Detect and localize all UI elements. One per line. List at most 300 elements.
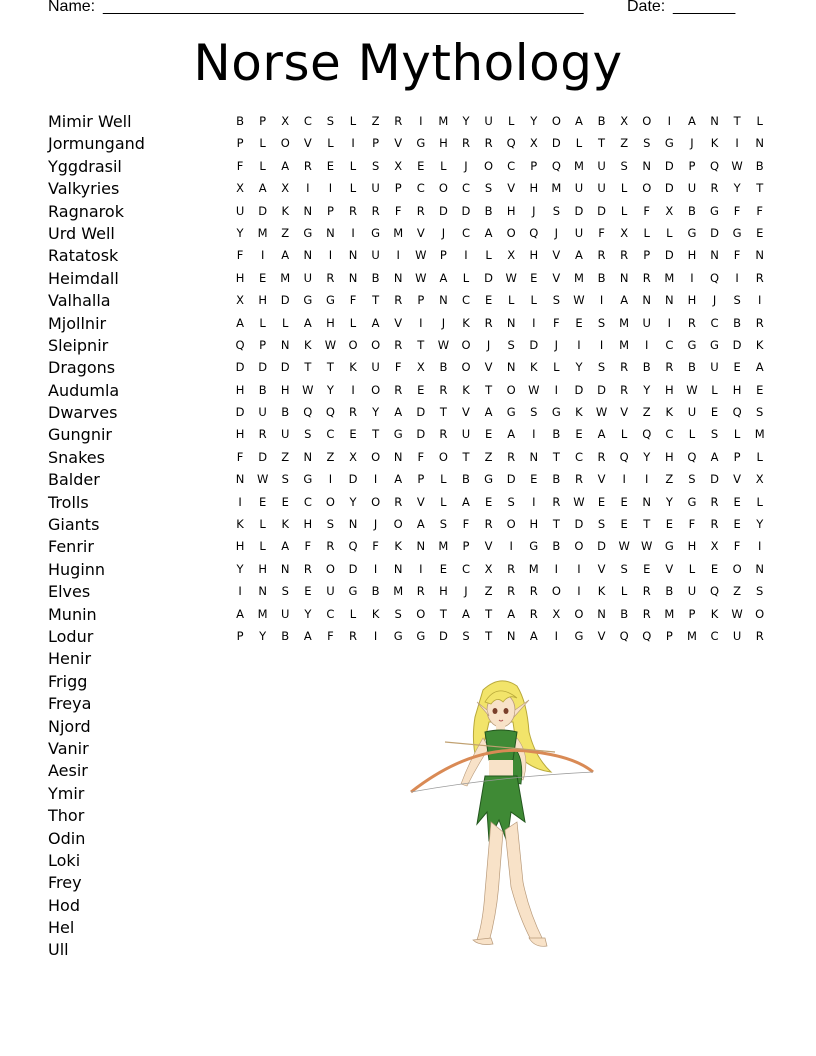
grid-letter: F [236,449,244,464]
grid-letter: E [417,158,425,173]
word-list-item: Valhalla [48,291,111,311]
grid-letter: W [437,337,450,352]
grid-letter: Y [236,561,245,576]
grid-letter: U [687,181,697,196]
grid-letter: E [733,494,742,509]
grid-letter: R [642,584,652,599]
grid-letter: J [554,337,559,352]
grid-letter: P [439,248,448,263]
word-list-item: Hel [48,918,75,938]
grid-letter: E [597,494,606,509]
grid-letter: N [280,337,291,352]
grid-letter: T [417,337,425,352]
grid-letter: N [303,248,313,263]
grid-letter: N [710,114,720,128]
grid-letter: S [620,158,629,173]
word-list-item: Munin [48,604,97,624]
grid-letter: O [438,449,449,464]
grid-letter: D [664,248,675,263]
grid-letter: P [236,628,245,643]
grid-letter: S [304,427,312,442]
grid-letter: R [416,203,426,218]
grid-letter: R [710,517,720,532]
grid-letter: L [688,561,696,576]
grid-letter: I [373,561,378,576]
grid-letter: N [416,539,426,554]
grid-letter: E [484,494,493,509]
grid-letter: Q [619,449,630,464]
grid-letter: R [597,248,607,263]
grid-letter: P [417,293,425,308]
letter-grid [229,110,771,647]
grid-letter: R [439,427,448,442]
grid-letter: B [597,114,606,128]
grid-letter: X [552,606,561,621]
grid-letter: Q [529,225,539,240]
grid-letter: M [280,270,291,285]
grid-letter: W [256,472,269,487]
grid-letter: P [417,472,425,487]
grid-letter: U [597,181,607,196]
grid-letter: I [622,472,627,487]
grid-letter: L [643,225,651,240]
grid-letter: P [643,248,651,263]
grid-letter: L [575,136,583,151]
grid-letter: Y [236,225,245,240]
grid-letter: M [619,315,630,330]
grid-letter: R [484,136,494,151]
grid-letter: P [665,628,674,643]
grid-letter: O [393,517,404,532]
grid-letter: F [349,293,357,308]
grid-letter: W [505,270,518,285]
grid-letter: H [258,293,268,308]
grid-letter: O [416,606,426,621]
grid-letter: B [665,584,674,599]
grid-letter: N [619,270,629,285]
grid-letter: O [642,114,652,128]
grid-letter: T [733,114,742,128]
grid-letter: E [259,494,267,509]
grid-letter: T [552,517,561,532]
grid-letter: J [464,584,469,599]
grid-letter: V [552,270,561,285]
grid-letter: O [371,337,381,352]
grid-letter: K [462,315,471,330]
grid-letter: X [507,248,516,263]
grid-letter: Q [325,405,336,420]
grid-letter: S [326,517,335,532]
grid-letter: K [575,405,584,420]
grid-letter: B [281,628,290,643]
grid-letter: R [710,181,720,196]
grid-letter: Y [575,360,583,375]
grid-letter: U [687,584,697,599]
grid-letter: B [687,203,697,218]
grid-letter: S [620,561,629,576]
grid-letter: E [326,158,335,173]
grid-letter: U [281,606,290,621]
grid-letter: D [461,203,471,218]
grid-letter: D [710,225,720,240]
grid-letter: L [620,203,628,218]
grid-letter: L [259,539,267,554]
grid-letter: U [642,315,652,330]
grid-letter: W [528,382,540,397]
grid-letter: N [506,315,516,330]
grid-letter: K [710,606,719,621]
grid-letter: H [326,315,336,330]
grid-letter: U [461,427,471,442]
grid-letter: M [528,561,540,576]
grid-letter: U [235,203,245,218]
grid-letter: A [507,606,516,621]
grid-letter: P [733,449,742,464]
grid-letter: P [688,606,696,621]
grid-letter: G [416,628,426,643]
grid-letter: I [645,472,649,487]
grid-letter: K [236,517,245,532]
grid-letter: L [507,114,515,128]
grid-letter: L [733,427,741,442]
grid-letter: F [304,539,312,554]
grid-letter: A [394,405,403,420]
grid-letter: V [394,315,403,330]
grid-letter: H [235,270,245,285]
grid-letter: I [351,136,356,151]
grid-letter: L [349,114,357,128]
grid-letter: D [597,203,607,218]
grid-letter: O [642,181,652,196]
grid-letter: R [371,203,381,218]
grid-letter: E [643,561,651,576]
grid-letter: Q [235,337,246,352]
grid-letter: J [441,315,446,330]
grid-letter: H [687,539,697,554]
grid-letter: A [687,114,697,128]
grid-letter: T [439,606,448,621]
grid-letter: R [416,584,426,599]
grid-letter: A [303,315,313,330]
grid-letter: G [687,337,697,352]
grid-letter: R [394,382,403,397]
grid-letter: N [439,293,449,308]
grid-letter: I [351,382,356,397]
grid-letter: R [552,494,561,509]
grid-letter: F [462,517,470,532]
grid-letter: R [665,360,674,375]
grid-letter: L [259,158,267,173]
grid-letter: S [688,472,697,487]
grid-letter: C [461,293,471,308]
grid-letter: D [710,472,720,487]
grid-letter: N [642,293,652,308]
grid-letter: P [326,203,335,218]
grid-letter: U [710,360,720,375]
word-list-item: Ull [48,940,69,960]
grid-letter: I [599,293,604,308]
grid-letter: P [236,136,245,151]
word-list-item: Gungnir [48,425,112,445]
grid-letter: L [688,427,696,442]
grid-letter: Q [642,628,652,643]
grid-letter: B [281,405,290,420]
grid-letter: R [258,427,268,442]
grid-letter: A [484,405,494,420]
grid-letter: I [419,114,423,128]
grid-letter: L [259,136,267,151]
grid-letter: N [326,225,336,240]
grid-letter: I [509,539,514,554]
word-list-item: Ratatosk [48,246,119,266]
grid-letter: R [461,136,471,151]
grid-letter: W [618,539,631,554]
word-list-item: Ragnarok [48,201,124,221]
grid-letter: R [349,405,358,420]
grid-letter: J [554,225,559,240]
grid-letter: K [281,517,290,532]
grid-letter: J [532,203,536,218]
grid-letter: W [731,606,744,621]
word-list-item: Jormungand [48,134,145,154]
grid-letter: V [484,539,494,554]
grid-letter: T [756,181,764,196]
grid-letter: N [393,270,403,285]
grid-letter: H [303,517,313,532]
grid-letter: H [439,136,449,151]
grid-letter: O [280,136,291,151]
grid-letter: F [372,539,380,554]
grid-letter: R [574,472,584,487]
grid-letter: U [574,225,584,240]
grid-letter: V [552,248,561,263]
grid-letter: O [325,494,336,509]
grid-letter: G [710,203,720,218]
grid-letter: X [529,136,539,151]
grid-letter: A [575,114,584,128]
grid-letter: N [303,203,313,218]
grid-letter: F [733,539,741,554]
grid-letter: S [597,360,606,375]
grid-letter: A [416,517,426,532]
grid-letter: H [258,561,268,576]
grid-letter: A [439,270,448,285]
grid-letter: B [552,539,561,554]
grid-letter: N [303,449,313,464]
grid-letter: Y [665,494,674,509]
grid-letter: I [577,337,582,352]
grid-letter: E [349,427,358,442]
grid-letter: L [507,293,515,308]
word-list-item: Mimir Well [48,112,132,131]
grid-letter: V [733,472,742,487]
grid-letter: R [439,382,448,397]
grid-letter: L [620,584,628,599]
grid-letter: T [552,449,561,464]
name-blank-line: ______________________________________________________ [103,0,584,15]
grid-letter: M [686,628,698,643]
grid-letter: I [351,225,356,240]
grid-letter: R [394,494,403,509]
grid-letter: D [551,136,562,151]
grid-letter: C [416,181,426,196]
grid-letter: I [396,248,401,263]
grid-letter: I [758,293,762,308]
grid-letter: Y [756,517,764,532]
grid-letter: H [235,382,245,397]
grid-letter: Q [709,158,720,173]
grid-letter: R [642,606,652,621]
grid-letter: N [642,494,652,509]
grid-letter: G [687,494,697,509]
grid-letter: B [371,270,381,285]
page-title: Norse Mythology [193,34,623,92]
grid-letter: X [620,225,629,240]
grid-letter: T [485,606,493,621]
grid-letter: P [394,181,403,196]
grid-letter: M [754,427,766,442]
grid-letter: Z [642,405,652,420]
header-line [48,0,748,18]
grid-letter: B [439,360,448,375]
grid-letter: Y [326,382,335,397]
grid-letter: W [415,270,427,285]
grid-letter: T [304,360,312,375]
grid-letter: U [732,628,742,643]
grid-letter: V [597,561,606,576]
word-list-item: Mjollnir [48,313,107,333]
grid-letter: S [439,517,448,532]
grid-letter: R [755,628,765,643]
grid-letter: R [687,315,697,330]
grid-letter: A [484,225,494,240]
grid-letter: Q [709,270,720,285]
grid-letter: C [710,628,720,643]
grid-letter: B [642,360,652,375]
grid-letter: E [710,405,719,420]
grid-letter: S [710,427,719,442]
grid-letter: O [506,225,517,240]
grid-letter: D [664,158,675,173]
grid-letter: G [551,405,562,420]
grid-letter: K [304,337,313,352]
grid-letter: X [349,449,358,464]
grid-letter: D [235,405,245,420]
grid-letter: H [687,293,697,308]
grid-letter: I [373,628,378,643]
grid-letter: S [462,628,471,643]
grid-letter: C [326,606,335,621]
grid-letter: F [327,628,335,643]
grid-letter: G [732,225,743,240]
grid-letter: K [349,360,358,375]
grid-letter: B [687,360,697,375]
grid-letter: C [461,561,471,576]
grid-letter: I [419,315,423,330]
grid-letter: X [281,114,290,128]
grid-letter: Q [348,539,359,554]
date-blank-line: _______ [673,0,736,15]
grid-letter: D [280,293,291,308]
word-list-item: Loki [48,850,81,870]
grid-letter: A [597,427,606,442]
grid-letter: D [416,427,426,442]
grid-letter: C [461,181,471,196]
grid-letter: W [641,539,653,554]
grid-letter: T [643,517,651,532]
word-list-item: Thor [48,806,85,826]
grid-letter: R [326,539,335,554]
grid-letter: Z [281,449,290,464]
grid-letter: M [664,270,675,285]
grid-letter: Z [484,449,494,464]
grid-letter: D [506,472,517,487]
grid-letter: W [595,405,608,420]
grid-letter: K [665,405,674,420]
word-list-item: Frigg [48,671,88,691]
grid-letter: D [258,449,268,464]
grid-letter: H [665,449,675,464]
grid-letter: B [484,203,494,218]
grid-letter: X [620,114,629,128]
grid-letter: R [303,561,313,576]
grid-letter: V [303,136,313,151]
grid-letter: U [371,248,381,263]
grid-letter: R [642,270,652,285]
grid-letter: Q [506,136,517,151]
grid-letter: H [665,382,675,397]
grid-letter: D [280,360,291,375]
grid-letter: Z [484,584,494,599]
grid-letter: R [507,561,516,576]
grid-letter: Q [687,449,697,464]
grid-letter: V [597,628,606,643]
grid-letter: M [393,225,404,240]
grid-letter: E [620,494,629,509]
grid-letter: G [325,293,336,308]
grid-letter: V [462,405,471,420]
grid-letter: B [755,158,765,173]
word-list-item: Valkyries [48,179,120,199]
grid-letter: U [574,181,584,196]
grid-letter: K [597,584,606,599]
grid-letter: R [755,315,765,330]
grid-letter: B [620,606,629,621]
grid-letter: V [394,136,403,151]
grid-letter: Q [551,158,562,173]
grid-letter: G [484,472,494,487]
grid-letter: H [235,427,245,442]
grid-letter: T [372,427,380,442]
word-list-item: Giants [48,515,100,535]
grid-letter: N [280,561,291,576]
grid-letter: A [303,628,313,643]
grid-letter: O [574,539,584,554]
grid-letter: A [710,449,719,464]
grid-letter: C [665,427,674,442]
grid-letter: O [732,561,743,576]
grid-letter: A [620,293,629,308]
grid-letter: Y [349,494,358,509]
grid-letter: O [461,360,472,375]
grid-letter: A [236,606,245,621]
grid-letter: C [574,449,584,464]
word-list-item: Njord [48,716,91,736]
grid-letter: U [303,270,313,285]
grid-letter: D [574,382,584,397]
grid-letter: R [303,158,313,173]
word-list-item: Dwarves [48,403,118,423]
